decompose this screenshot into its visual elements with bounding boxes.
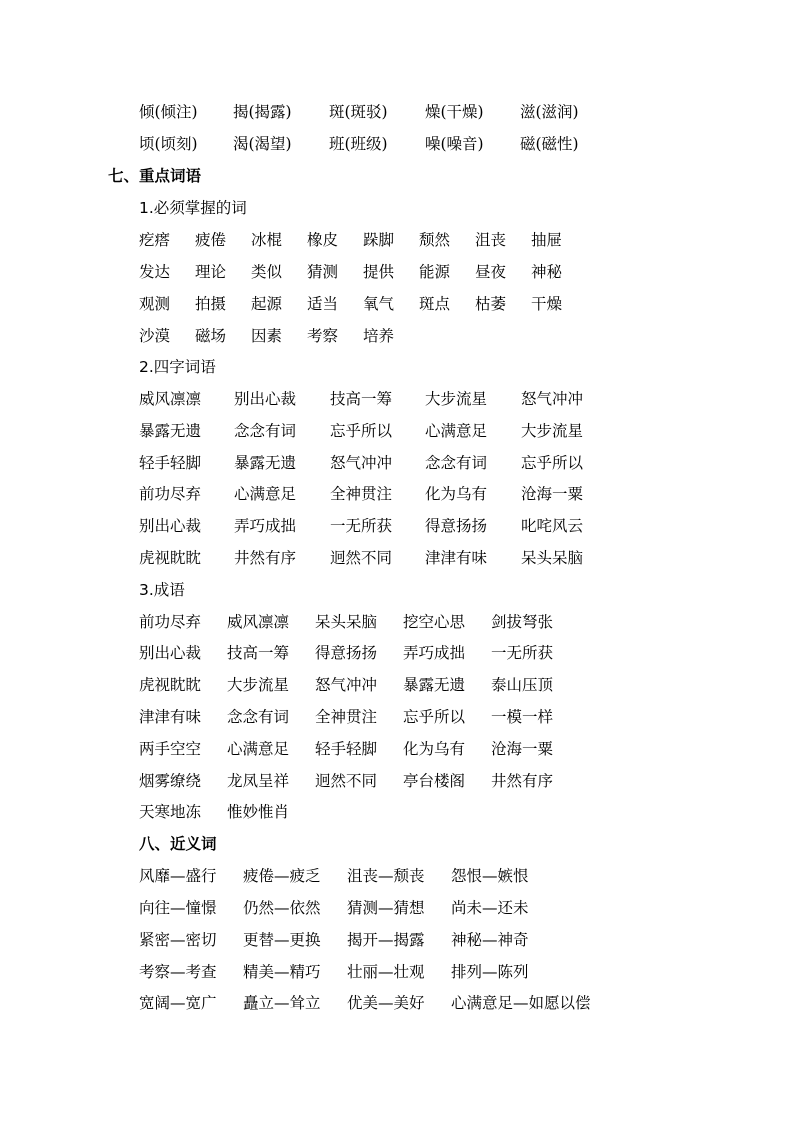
idiom-item: 挖空心思 (403, 613, 466, 631)
idiom-item: 别出心裁 (139, 644, 202, 662)
synonym-item: 更替—更换 (243, 931, 321, 949)
idiom-item: 津津有味 (139, 708, 202, 726)
idiom-item: 威风凛凛 (227, 613, 290, 631)
idiom-item: 一模一样 (491, 708, 554, 726)
word-item: 猜测 (307, 263, 339, 281)
synonym-item: 向往—憧憬 (139, 899, 217, 917)
word-item: 因素 (251, 327, 283, 345)
synonym-item: 尚未—还未 (451, 899, 529, 917)
word-item: 抽屉 (531, 231, 563, 249)
pair-item: 班(班级) (329, 135, 388, 153)
word-item: 拍摄 (195, 295, 227, 313)
phrase-item: 弄巧成拙 (234, 517, 297, 535)
phrase-item: 别出心裁 (139, 517, 202, 535)
phrase-item: 暴露无遗 (139, 422, 202, 440)
phrase-item: 念念有词 (425, 454, 488, 472)
synonym-item: 宽阔—宽广 (139, 994, 217, 1012)
word-item: 干燥 (531, 295, 563, 313)
idiom-item: 暴露无遗 (403, 676, 466, 694)
idiom-item: 全神贯注 (315, 708, 378, 726)
pair-item: 噪(噪音) (425, 135, 484, 153)
synonym-item: 精美—精巧 (243, 963, 321, 981)
idiom-item: 忘乎所以 (403, 708, 466, 726)
section-7-title: 七、重点词语 (108, 166, 202, 185)
idiom-item: 虎视眈眈 (139, 676, 202, 694)
phrase-item: 叱咤风云 (521, 517, 584, 535)
idiom-item: 化为乌有 (403, 740, 466, 758)
word-item: 疙瘩 (139, 231, 171, 249)
phrase-item: 怒气冲冲 (521, 390, 584, 408)
idiom-item: 大步流星 (227, 676, 290, 694)
idiom-item: 剑拔弩张 (491, 613, 554, 631)
pair-item: 顷(顷刻) (139, 135, 198, 153)
idiom-item: 弄巧成拙 (403, 644, 466, 662)
idiom-item: 得意扬扬 (315, 644, 378, 662)
word-item: 沮丧 (475, 231, 507, 249)
word-item: 斑点 (419, 295, 451, 313)
pair-item: 磁(磁性) (520, 135, 579, 153)
idiom-item: 怒气冲冲 (315, 676, 378, 694)
word-item: 起源 (251, 295, 283, 313)
word-item: 理论 (195, 263, 227, 281)
idiom-item: 亭台楼阁 (403, 772, 466, 790)
phrase-item: 技高一筹 (330, 390, 393, 408)
synonym-item: 疲倦—疲乏 (243, 867, 321, 885)
synonym-item: 神秘—神奇 (451, 931, 529, 949)
idiom-item: 心满意足 (227, 740, 290, 758)
idiom-item: 天寒地冻 (139, 803, 202, 821)
phrase-item: 得意扬扬 (425, 517, 488, 535)
phrase-item: 大步流星 (425, 390, 488, 408)
synonym-item: 风靡—盛行 (139, 867, 217, 885)
word-item: 疲倦 (195, 231, 227, 249)
idiom-item: 轻手轻脚 (315, 740, 378, 758)
phrase-item: 心满意足 (425, 422, 488, 440)
phrase-item: 念念有词 (234, 422, 297, 440)
pair-item: 渴(渴望) (233, 135, 292, 153)
synonym-item: 壮丽—壮观 (347, 963, 425, 981)
phrase-item: 迥然不同 (330, 549, 393, 567)
phrase-item: 大步流星 (521, 422, 584, 440)
four-char-label: 2.四字词语 (139, 358, 216, 376)
section-8-title: 八、近义词 (139, 834, 217, 853)
synonym-item: 排列—陈列 (451, 963, 529, 981)
phrase-item: 轻手轻脚 (139, 454, 202, 472)
synonym-item: 矗立—耸立 (243, 994, 321, 1012)
phrase-item: 沧海一粟 (521, 485, 584, 503)
phrase-item: 忘乎所以 (330, 422, 393, 440)
idiom-item: 呆头呆脑 (315, 613, 378, 631)
pair-item: 倾(倾注) (139, 103, 198, 121)
idiom-item: 沧海一粟 (491, 740, 554, 758)
word-item: 考察 (307, 327, 339, 345)
word-item: 沙漠 (139, 327, 171, 345)
phrase-item: 暴露无遗 (234, 454, 297, 472)
word-item: 磁场 (195, 327, 227, 345)
phrase-item: 井然有序 (234, 549, 297, 567)
phrase-item: 一无所获 (330, 517, 393, 535)
phrase-item: 虎视眈眈 (139, 549, 202, 567)
idiom-item: 前功尽弃 (139, 613, 202, 631)
phrase-item: 全神贯注 (330, 485, 393, 503)
idioms-label: 3.成语 (139, 581, 185, 599)
must-words-label: 1.必须掌握的词 (139, 199, 247, 217)
word-item: 氧气 (363, 295, 395, 313)
idiom-item: 惟妙惟肖 (227, 803, 290, 821)
word-item: 枯萎 (475, 295, 507, 313)
word-item: 能源 (419, 263, 451, 281)
word-item: 发达 (139, 263, 171, 281)
idiom-item: 技高一筹 (227, 644, 290, 662)
pair-item: 燥(干燥) (425, 103, 484, 121)
synonym-item: 猜测—猜想 (347, 899, 425, 917)
word-item: 适当 (307, 295, 339, 313)
phrase-item: 前功尽弃 (139, 485, 202, 503)
idiom-item: 泰山压顶 (491, 676, 554, 694)
word-item: 跺脚 (363, 231, 395, 249)
phrase-item: 别出心裁 (234, 390, 297, 408)
idiom-item: 井然有序 (491, 772, 554, 790)
synonym-item: 紧密—密切 (139, 931, 217, 949)
phrase-item: 呆头呆脑 (521, 549, 584, 567)
word-item: 提供 (363, 263, 395, 281)
synonym-item: 揭开—揭露 (347, 931, 425, 949)
pair-item: 斑(斑驳) (329, 103, 388, 121)
synonym-item: 心满意足—如愿以偿 (451, 994, 591, 1012)
word-item: 颓然 (419, 231, 451, 249)
synonym-item: 优美—美好 (347, 994, 425, 1012)
phrase-item: 忘乎所以 (521, 454, 584, 472)
phrase-item: 威风凛凛 (139, 390, 202, 408)
idiom-item: 烟雾缭绕 (139, 772, 202, 790)
word-item: 培养 (363, 327, 395, 345)
word-item: 橡皮 (307, 231, 339, 249)
idiom-item: 念念有词 (227, 708, 290, 726)
synonym-item: 怨恨—嫉恨 (451, 867, 529, 885)
phrase-item: 心满意足 (234, 485, 297, 503)
synonym-item: 仍然—依然 (243, 899, 321, 917)
pair-item: 滋(滋润) (520, 103, 579, 121)
word-item: 类似 (251, 263, 283, 281)
word-item: 昼夜 (475, 263, 507, 281)
synonym-item: 考察—考查 (139, 963, 217, 981)
synonym-item: 沮丧—颓丧 (347, 867, 425, 885)
word-item: 冰棍 (251, 231, 283, 249)
phrase-item: 怒气冲冲 (330, 454, 393, 472)
idiom-item: 龙凤呈祥 (227, 772, 290, 790)
phrase-item: 津津有味 (425, 549, 488, 567)
word-item: 观测 (139, 295, 171, 313)
idiom-item: 两手空空 (139, 740, 202, 758)
idiom-item: 一无所获 (491, 644, 554, 662)
pair-item: 揭(揭露) (233, 103, 292, 121)
word-item: 神秘 (531, 263, 563, 281)
idiom-item: 迥然不同 (315, 772, 378, 790)
phrase-item: 化为乌有 (425, 485, 488, 503)
